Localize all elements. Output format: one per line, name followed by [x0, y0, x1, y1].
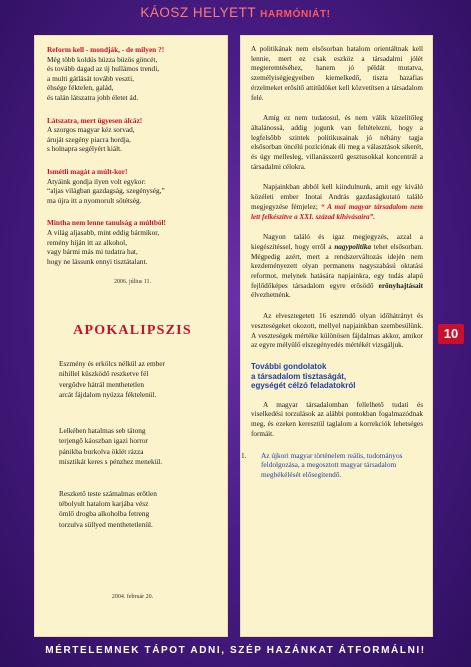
poem-line: “aljas világban gazdagság, szegénység,” [47, 186, 165, 196]
page-footer: MÉRTELEMNEK TÁPOT ADNI, SZÉP HAZÁNKAT ÁTFORMÁLNI! [45, 645, 426, 656]
poem-line: áruját szegény piacra hordja, [47, 134, 131, 144]
poem-line: pánikba burkolva öklét rázza [59, 446, 144, 456]
poem-line: torzulva süllyed menthetetlenül. [59, 519, 153, 529]
poem-stanza [59, 426, 218, 467]
poem-line: remény híján itt az alkohol, [47, 237, 128, 247]
subheading-line: egységét célzó feladatokról [251, 381, 356, 391]
section-subheading [251, 362, 423, 391]
poem-reform [47, 45, 218, 285]
stanza-heading: Ismétli magát a múlt-kor! [47, 166, 128, 176]
poem-line: A szorgos magyar kéz sorvad, [47, 125, 135, 135]
paragraph-text: Napjainkban abból kell kiindulnunk, amit egy kiváló közéleti ember Inotai András gazdaságkutató találó megjegyzése fémjelez; [251, 183, 423, 211]
left-column [34, 35, 228, 637]
stanza-heading: Reform kell - mondják, - de milyen ?! [47, 45, 165, 54]
poem-line: a multi gátlását tovább veszti, [47, 73, 134, 83]
page-header [0, 5, 471, 20]
poem-stanza [47, 116, 218, 154]
emphasis: erőnyhajtásait [378, 281, 423, 290]
header-title-part2: HARMÓNIÁT! [260, 9, 331, 20]
paragraph: A politikának nem elsősorban hatalom orientáltnak kell lennie, mert ez csak eszköz a társadalmi jólét megteremtéséhez, hanem jó példát mutatva, személyiségjegyeiben kiemelkedő, tiszta hazafias érzelmeket erősítő attitűdöket kell közvetítsen a társadalom felé. [251, 45, 423, 102]
poem-line: terjengő káoszban igazi horror [59, 436, 148, 446]
paragraph: Az elvesztegetett 16 esztendő olyan időhátrányt és veszteségeket okozott, mellyel napjainkban szembesülünk. A veszteségek mértéke különösen fájdalmas akkor, amikor az egyre mélyülő elszegényedés mértékét vizsgáljuk. [251, 312, 423, 350]
numbered-list [241, 450, 423, 480]
poem-title-apokalipszis: APOKALIPSZIS [73, 323, 192, 339]
poem-line: arcát fájdalom nyúzza féktelenül. [59, 389, 157, 399]
poem-line: hogy ne lássunk ennyi tisztátalant. [47, 256, 148, 266]
paragraph: A magyar társadalomban fellelhető tudati és viselkedési torzulások az alábbi pontokban fogalmazódnak meg, és ezeken keresztül taglalom a korrekciók lehetséges formáit. [251, 400, 423, 438]
stanza-heading: Látszatra, mert ügyesen álcáz! [47, 115, 143, 125]
poem-line: A világ aljasabb, mint eddig bármikor, [47, 227, 160, 237]
poem-line: Még több koldús húzza büzös göncét, [47, 54, 158, 64]
emphasis: nagypolitika [334, 242, 372, 251]
paragraph: Amíg ez nem tudatosul, és nem válik közelítőleg általánossá, addig jogunk van feltételezni, hogy a legfelsőbb szintek politikusainak jó néhány tagja elsősorban öncélú pozíciónak éli meg a választások sikerét, és úgy mellesleg, villanásszerű gesztusokkal koncentrál a társadalmi célokra. [251, 114, 423, 171]
poem-line: nihillel küszködő reszketve fél [59, 369, 149, 379]
stanza-heading: Mintha nem lenne tanulság a múltból! [47, 218, 166, 228]
poem-stanza [59, 489, 218, 530]
list-text: Az újkori magyar történelem reális, tudományos feldolgozása, a megosztott magyar társadalom megbékélését elősegítendő. [261, 450, 403, 480]
poem-stanza [59, 359, 218, 400]
poem-line: ömlő drogba alkoholba fetreng [59, 509, 150, 519]
poem-line: Atyáink gondja ilyen volt egykor: [47, 176, 146, 186]
poem-line: misztikát keres s pénzhez menekül. [59, 456, 163, 466]
poem-line: Reszkető teste számalmas erőtlen [59, 488, 157, 498]
poem-line: ma újra itt a nyomorult sötétség. [47, 195, 142, 205]
poem-line: és tovább dagad az új hullámos trendi, [47, 64, 160, 74]
poem-stanza [47, 167, 218, 205]
page-number-badge: 10 [438, 324, 464, 344]
paragraph-text: tehet elsősorban. Mégpedig azért, mert a rendszerváltozás idején nem kezdeményezett olyan permanens nagyszabású oktatási reformot, melynek hatására napjainkra, egy tudás alapú fejlődőképes társadalom egyre erősödő [251, 242, 423, 290]
poem-line: tébolyult hatalom karjába vész [59, 499, 149, 509]
list-number: 1. [241, 450, 247, 460]
quote-highlight: “ A mai magyar társadalom nem lett felkészítve a XXI. század kihívásaira”. [251, 202, 423, 221]
paragraph [251, 233, 423, 301]
poem-stanza [47, 218, 218, 266]
list-item [241, 450, 423, 480]
subheading-line: a társadalom tisztaságát, [251, 371, 347, 381]
poem-date: 2006. július 11. [113, 279, 152, 286]
poem-stanza [47, 45, 218, 103]
paragraph-text: élvezhetnénk. [251, 291, 291, 300]
poem-line: vagy bármi más mi tudatra hat, [47, 247, 138, 257]
subheading-line: További gondolatok [251, 361, 327, 371]
poem-line: Lelkében hatalmas seb tátong [59, 426, 146, 436]
poem-line: vergődve hátrál menthetetlen [59, 379, 144, 389]
poem-line: Eszmény és erkölcs nélkül az ember [59, 359, 165, 369]
poem-line: és talán látszatra jobb életet ád. [47, 92, 139, 102]
paragraph-text: Nagyon találó és igaz megjegyzés, azzal a kiegészítéssel, hogy erről a [251, 233, 423, 251]
poem-line: s holnapra segélyért kiált. [47, 144, 122, 154]
header-title-part1: KÁOSZ HELYETT [140, 5, 256, 20]
poem-line: éhsége féktelen, galád, [47, 83, 114, 93]
right-column [240, 35, 433, 637]
paragraph [251, 183, 423, 222]
poem-date: 2004. február 20. [111, 593, 154, 600]
